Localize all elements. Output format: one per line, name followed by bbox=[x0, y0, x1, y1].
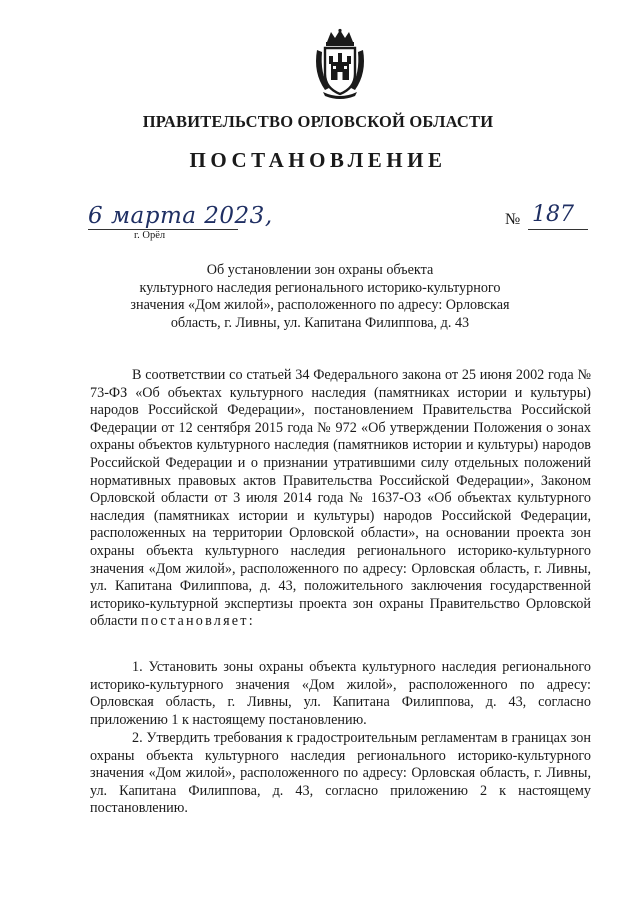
handwritten-document-number: 187 bbox=[532, 202, 574, 227]
preamble-text: В соответствии со статьей 34 Федерального закона от 25 июня 2002 года № 73-ФЗ «Об объектах культурного наследия (памятниках истории и культуры) народов Российской Федерации», постановлением Правительства Российской Федерации от 12 сентября 2015 года № 972 «Об утверждении Положения о зонах охраны объектов культурного наследия (памятников истории и культуры) народов Российской Федерации и о признании утратившими силу отдельных положений нормативных правовых актов Правительства Российской Федерации», Законом Орловской области от 3 июля 2014 года № 1637-ОЗ «Об объектах культурного наследия (памятниках истории и культуры) народов Российской Федерации, расположенных на территории Орловской области», на основании проекта зон охраны объекта культурного наследия регионального историко-культурного значения «Дом жилой», расположенного по адресу: Орловская область, г. Ливны, ул. Капитана Филиппова, д. 43, положительного заключения государственной историко-культурной экспертизы проекта зон охраны Правительство Орловской области bbox=[90, 367, 591, 630]
preamble-paragraph bbox=[90, 367, 591, 631]
coat-of-arms-icon bbox=[311, 28, 369, 100]
place-of-issue: г. Орёл bbox=[134, 230, 166, 241]
item-1-paragraph: 1. Установить зоны охраны объекта культурного наследия регионального историко-культурного значения «Дом жилой», расположенного по адресу: Орловская область, г. Ливны, ул. Капитана Филиппова, д. 43, согласно приложению 1 к настоящему постановлению. bbox=[90, 659, 591, 728]
subject-line: значения «Дом жилой», расположенного по адресу: Орловская bbox=[130, 297, 510, 313]
document-subject bbox=[110, 262, 530, 332]
government-name: ПРАВИТЕЛЬСТВО ОРЛОВСКОЙ ОБЛАСТИ bbox=[142, 112, 494, 131]
handwritten-date: 6 марта 2023, bbox=[88, 203, 273, 229]
number-label: № bbox=[505, 211, 521, 228]
subject-line: культурного наследия регионального историко-культурного bbox=[139, 279, 501, 296]
subject-line: область, г. Ливны, ул. Капитана Филиппова, д. 43 bbox=[170, 314, 470, 331]
subject-line: Об установлении зон охраны объекта bbox=[206, 262, 434, 278]
document-type-title: ПОСТАНОВЛЕНИЕ bbox=[189, 148, 447, 172]
item-2-paragraph: 2. Утвердить требования к градостроительным регламентам в границах зон охраны объекта культурного наследия регионального историко-культурного значения «Дом жилой», расположенного по адресу: Орловская область, г. Ливны, ул. Капитана Филиппова, д. 43, согласно приложению 2 к настоящему постановлению. bbox=[90, 730, 591, 817]
resolves-word: постановляет: bbox=[140, 613, 255, 630]
number-underline bbox=[528, 229, 588, 230]
